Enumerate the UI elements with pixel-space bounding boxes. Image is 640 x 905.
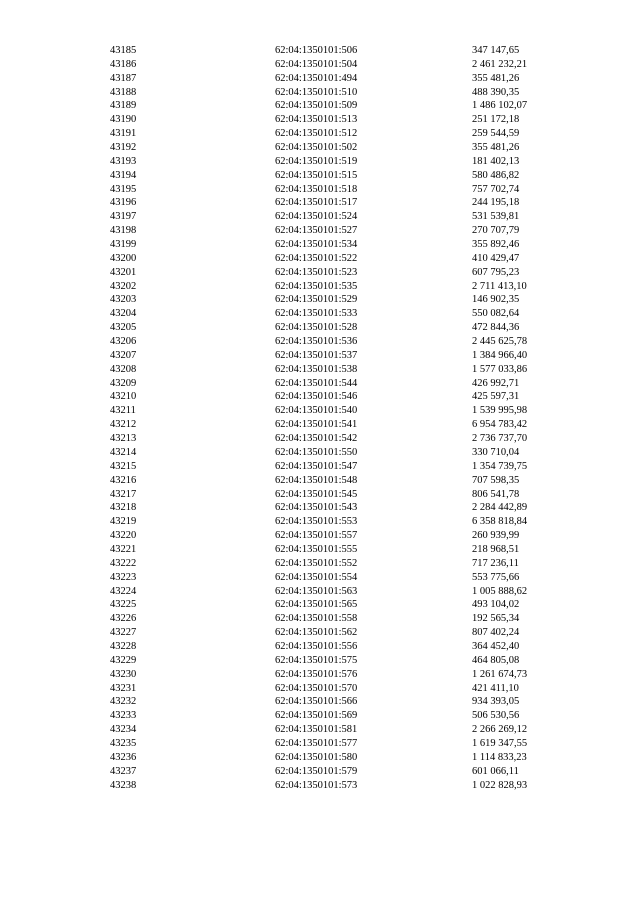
row-number: 43215 xyxy=(110,460,137,472)
row-number: 43201 xyxy=(110,266,137,278)
row-number: 43221 xyxy=(110,543,137,555)
cadastral-value: 1 005 888,62 xyxy=(472,585,528,597)
cadastral-number: 62:04:1350101:581 xyxy=(275,724,358,736)
row-number: 43234 xyxy=(110,724,137,736)
cadastral-number: 62:04:1350101:515 xyxy=(275,169,358,181)
table-row xyxy=(0,695,640,709)
row-number: 43209 xyxy=(110,377,137,389)
cadastral-number: 62:04:1350101:494 xyxy=(275,72,358,84)
cadastral-value: 1 619 347,55 xyxy=(472,737,528,749)
row-number: 43233 xyxy=(110,710,137,722)
cadastral-number: 62:04:1350101:523 xyxy=(275,266,358,278)
cadastral-value: 425 597,31 xyxy=(472,391,520,403)
cadastral-value: 1 577 033,86 xyxy=(472,363,528,375)
table-row xyxy=(0,765,640,779)
cadastral-value: 426 992,71 xyxy=(472,377,520,389)
row-number: 43208 xyxy=(110,363,137,375)
row-number: 43232 xyxy=(110,696,137,708)
table-row xyxy=(0,72,640,86)
cadastral-number: 62:04:1350101:522 xyxy=(275,252,358,264)
cadastral-value: 181 402,13 xyxy=(472,155,520,167)
cadastral-value: 1 261 674,73 xyxy=(472,668,528,680)
table-row xyxy=(0,404,640,418)
cadastral-number: 62:04:1350101:543 xyxy=(275,502,358,514)
cadastral-value: 550 082,64 xyxy=(472,308,520,320)
row-number: 43188 xyxy=(110,86,137,98)
cadastral-value: 553 775,66 xyxy=(472,571,520,583)
cadastral-number: 62:04:1350101:565 xyxy=(275,599,358,611)
cadastral-value: 531 539,81 xyxy=(472,211,520,223)
table-row xyxy=(0,446,640,460)
cadastral-value: 6 358 818,84 xyxy=(472,516,528,528)
table-row xyxy=(0,363,640,377)
row-number: 43191 xyxy=(110,128,137,140)
row-number: 43194 xyxy=(110,169,137,181)
table-row xyxy=(0,349,640,363)
row-number: 43216 xyxy=(110,474,137,486)
cadastral-number: 62:04:1350101:519 xyxy=(275,155,358,167)
cadastral-number: 62:04:1350101:570 xyxy=(275,682,358,694)
row-number: 43219 xyxy=(110,516,137,528)
row-number: 43199 xyxy=(110,239,137,251)
row-number: 43223 xyxy=(110,571,137,583)
cadastral-value: 410 429,47 xyxy=(472,252,520,264)
table-row xyxy=(0,44,640,58)
cadastral-value: 580 486,82 xyxy=(472,169,520,181)
row-number: 43225 xyxy=(110,599,137,611)
cadastral-value: 1 486 102,07 xyxy=(472,100,528,112)
row-number: 43207 xyxy=(110,349,137,361)
cadastral-number: 62:04:1350101:558 xyxy=(275,613,358,625)
cadastral-number: 62:04:1350101:518 xyxy=(275,183,358,195)
table-row xyxy=(0,418,640,432)
table-row xyxy=(0,86,640,100)
cadastral-number: 62:04:1350101:527 xyxy=(275,225,358,237)
cadastral-value: 601 066,11 xyxy=(472,765,519,777)
row-number: 43190 xyxy=(110,114,137,126)
cadastral-number: 62:04:1350101:563 xyxy=(275,585,358,597)
cadastral-number: 62:04:1350101:557 xyxy=(275,530,358,542)
cadastral-number: 62:04:1350101:502 xyxy=(275,142,358,154)
cadastral-value: 1 114 833,23 xyxy=(472,751,527,763)
cadastral-number: 62:04:1350101:504 xyxy=(275,58,358,70)
cadastral-number: 62:04:1350101:533 xyxy=(275,308,358,320)
cadastral-value: 146 902,35 xyxy=(472,294,520,306)
table-row xyxy=(0,266,640,280)
cadastral-number: 62:04:1350101:537 xyxy=(275,349,358,361)
cadastral-number: 62:04:1350101:577 xyxy=(275,737,358,749)
cadastral-number: 62:04:1350101:509 xyxy=(275,100,358,112)
row-number: 43229 xyxy=(110,654,137,666)
table-row xyxy=(0,252,640,266)
cadastral-number: 62:04:1350101:510 xyxy=(275,86,358,98)
cadastral-number: 62:04:1350101:536 xyxy=(275,336,358,348)
cadastral-value: 355 481,26 xyxy=(472,142,520,154)
table-row xyxy=(0,557,640,571)
row-number: 43217 xyxy=(110,488,137,500)
table-row xyxy=(0,585,640,599)
row-number: 43204 xyxy=(110,308,137,320)
row-number: 43212 xyxy=(110,419,137,431)
cadastral-number: 62:04:1350101:579 xyxy=(275,765,358,777)
cadastral-value: 330 710,04 xyxy=(472,446,520,458)
cadastral-value: 2 736 737,70 xyxy=(472,433,528,445)
cadastral-value: 260 939,99 xyxy=(472,530,520,542)
row-number: 43231 xyxy=(110,682,137,694)
row-number: 43200 xyxy=(110,252,137,264)
cadastral-number: 62:04:1350101:545 xyxy=(275,488,358,500)
row-number: 43236 xyxy=(110,751,137,763)
cadastral-value: 259 544,59 xyxy=(472,128,520,140)
row-number: 43235 xyxy=(110,737,137,749)
cadastral-value: 251 172,18 xyxy=(472,114,520,126)
row-number: 43213 xyxy=(110,433,137,445)
table-row xyxy=(0,737,640,751)
row-number: 43203 xyxy=(110,294,137,306)
table-row xyxy=(0,307,640,321)
cadastral-value: 1 539 995,98 xyxy=(472,405,528,417)
row-number: 43210 xyxy=(110,391,137,403)
table-row xyxy=(0,169,640,183)
cadastral-value: 1 354 739,75 xyxy=(472,460,528,472)
table-row xyxy=(0,626,640,640)
cadastral-value: 488 390,35 xyxy=(472,86,520,98)
cadastral-number: 62:04:1350101:512 xyxy=(275,128,358,140)
row-number: 43211 xyxy=(110,405,136,417)
cadastral-value: 2 711 413,10 xyxy=(472,280,527,292)
cadastral-number: 62:04:1350101:562 xyxy=(275,627,358,639)
table-row xyxy=(0,612,640,626)
row-number: 43198 xyxy=(110,225,137,237)
table-row xyxy=(0,210,640,224)
cadastral-number: 62:04:1350101:542 xyxy=(275,433,358,445)
cadastral-value: 347 147,65 xyxy=(472,45,520,56)
cadastral-number: 62:04:1350101:517 xyxy=(275,197,358,209)
cadastral-number: 62:04:1350101:534 xyxy=(275,239,358,251)
cadastral-value: 6 954 783,42 xyxy=(472,419,528,431)
table-row xyxy=(0,543,640,557)
row-number: 43206 xyxy=(110,336,137,348)
row-number: 43195 xyxy=(110,183,137,195)
cadastral-number: 62:04:1350101:548 xyxy=(275,474,358,486)
row-number: 43202 xyxy=(110,280,137,292)
cadastral-value: 270 707,79 xyxy=(472,225,520,237)
cadastral-value: 244 195,18 xyxy=(472,197,520,209)
row-number: 43214 xyxy=(110,446,137,458)
row-number: 43222 xyxy=(110,557,137,569)
table-row xyxy=(0,488,640,502)
row-number: 43186 xyxy=(110,58,137,70)
cadastral-number: 62:04:1350101:506 xyxy=(275,45,358,56)
cadastral-value: 807 402,24 xyxy=(472,627,520,639)
table-row xyxy=(0,640,640,654)
cadastral-value: 2 266 269,12 xyxy=(472,724,528,736)
table-row xyxy=(0,432,640,446)
cadastral-number: 62:04:1350101:576 xyxy=(275,668,358,680)
cadastral-number: 62:04:1350101:575 xyxy=(275,654,358,666)
table-row xyxy=(0,571,640,585)
cadastral-value: 1 384 966,40 xyxy=(472,349,528,361)
cadastral-value: 1 022 828,93 xyxy=(472,779,528,791)
table-row xyxy=(0,127,640,141)
cadastral-number: 62:04:1350101:544 xyxy=(275,377,358,389)
row-number: 43185 xyxy=(110,45,137,56)
table-row xyxy=(0,99,640,113)
cadastral-value: 2 461 232,21 xyxy=(472,58,528,70)
table-row xyxy=(0,390,640,404)
table-row xyxy=(0,709,640,723)
table-row xyxy=(0,141,640,155)
cadastral-value: 364 452,40 xyxy=(472,640,520,652)
table-row xyxy=(0,515,640,529)
cadastral-value: 355 892,46 xyxy=(472,239,520,251)
cadastral-number: 62:04:1350101:546 xyxy=(275,391,358,403)
cadastral-value: 506 530,56 xyxy=(472,710,520,722)
table-row xyxy=(0,280,640,294)
table-row xyxy=(0,598,640,612)
table-row xyxy=(0,321,640,335)
cadastral-number: 62:04:1350101:529 xyxy=(275,294,358,306)
table-row xyxy=(0,682,640,696)
cadastral-number: 62:04:1350101:580 xyxy=(275,751,358,763)
cadastral-number: 62:04:1350101:541 xyxy=(275,419,358,431)
cadastral-value: 192 565,34 xyxy=(472,613,520,625)
row-number: 43192 xyxy=(110,142,137,154)
cadastral-number: 62:04:1350101:540 xyxy=(275,405,358,417)
row-number: 43226 xyxy=(110,613,137,625)
row-number: 43228 xyxy=(110,640,137,652)
table-row xyxy=(0,460,640,474)
cadastral-value: 934 393,05 xyxy=(472,696,520,708)
cadastral-number: 62:04:1350101:538 xyxy=(275,363,358,375)
cadastral-value: 707 598,35 xyxy=(472,474,520,486)
cadastral-number: 62:04:1350101:550 xyxy=(275,446,358,458)
table-row xyxy=(0,529,640,543)
cadastral-number: 62:04:1350101:566 xyxy=(275,696,358,708)
table-row xyxy=(0,723,640,737)
table-row xyxy=(0,58,640,72)
cadastral-value: 2 284 442,89 xyxy=(472,502,528,514)
cadastral-number: 62:04:1350101:553 xyxy=(275,516,358,528)
row-number: 43196 xyxy=(110,197,137,209)
table-row xyxy=(0,196,640,210)
cadastral-number: 62:04:1350101:556 xyxy=(275,640,358,652)
cadastral-number: 62:04:1350101:524 xyxy=(275,211,358,223)
table-row xyxy=(0,668,640,682)
cadastral-value-table xyxy=(0,44,640,792)
cadastral-number: 62:04:1350101:554 xyxy=(275,571,358,583)
cadastral-value: 607 795,23 xyxy=(472,266,520,278)
table-row xyxy=(0,654,640,668)
row-number: 43189 xyxy=(110,100,137,112)
cadastral-value: 355 481,26 xyxy=(472,72,520,84)
table-row xyxy=(0,377,640,391)
row-number: 43218 xyxy=(110,502,137,514)
table-row xyxy=(0,751,640,765)
row-number: 43224 xyxy=(110,585,137,597)
table-row xyxy=(0,224,640,238)
row-number: 43193 xyxy=(110,155,137,167)
row-number: 43238 xyxy=(110,779,137,791)
cadastral-value: 806 541,78 xyxy=(472,488,520,500)
table-row xyxy=(0,155,640,169)
table-row xyxy=(0,293,640,307)
cadastral-value: 2 445 625,78 xyxy=(472,336,528,348)
cadastral-value: 464 805,08 xyxy=(472,654,520,666)
cadastral-value: 218 968,51 xyxy=(472,543,520,555)
cadastral-number: 62:04:1350101:547 xyxy=(275,460,358,472)
cadastral-number: 62:04:1350101:535 xyxy=(275,280,358,292)
table-row xyxy=(0,474,640,488)
cadastral-number: 62:04:1350101:552 xyxy=(275,557,358,569)
row-number: 43205 xyxy=(110,322,137,334)
row-number: 43187 xyxy=(110,72,137,84)
row-number: 43197 xyxy=(110,211,137,223)
row-number: 43230 xyxy=(110,668,137,680)
table-row xyxy=(0,501,640,515)
cadastral-number: 62:04:1350101:513 xyxy=(275,114,358,126)
cadastral-value: 493 104,02 xyxy=(472,599,520,611)
cadastral-value: 421 411,10 xyxy=(472,682,519,694)
cadastral-number: 62:04:1350101:573 xyxy=(275,779,358,791)
cadastral-number: 62:04:1350101:528 xyxy=(275,322,358,334)
row-number: 43220 xyxy=(110,530,137,542)
table-row xyxy=(0,779,640,793)
cadastral-value: 757 702,74 xyxy=(472,183,520,195)
cadastral-value: 472 844,36 xyxy=(472,322,520,334)
cadastral-number: 62:04:1350101:569 xyxy=(275,710,358,722)
cadastral-number: 62:04:1350101:555 xyxy=(275,543,358,555)
table-row xyxy=(0,113,640,127)
cadastral-value: 717 236,11 xyxy=(472,557,519,569)
table-row xyxy=(0,183,640,197)
table-row xyxy=(0,335,640,349)
row-number: 43237 xyxy=(110,765,137,777)
row-number: 43227 xyxy=(110,627,137,639)
table-row xyxy=(0,238,640,252)
